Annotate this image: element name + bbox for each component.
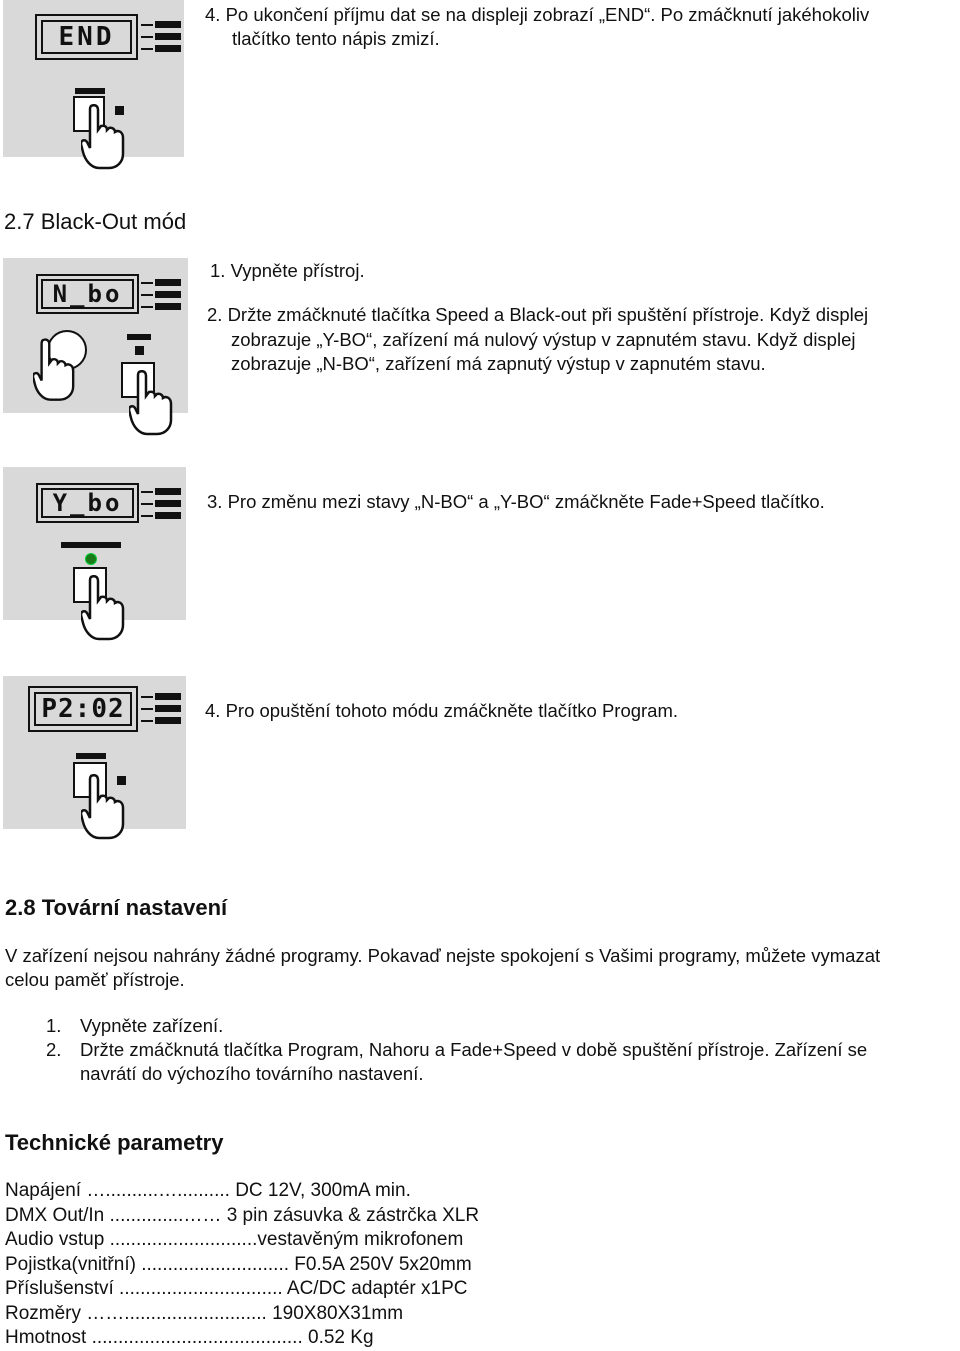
factory-para-line2: celou paměť přístroje. <box>5 969 185 990</box>
tech-spec-row-dmx: DMX Out/In ..............…… 3 pin zásuvka & zástrčka XLR <box>5 1204 480 1226</box>
factory-item1-number: 1. <box>46 1015 62 1036</box>
pressing-hand-icon <box>81 104 127 170</box>
pressing-hand-icon <box>81 575 127 641</box>
pressing-hand-icon <box>33 338 77 402</box>
pressing-hand-icon <box>81 774 127 840</box>
tech-spec-row-dimensions: Rozměry ……........................... 190X80X31mm <box>5 1302 404 1324</box>
indicator-labels <box>141 487 185 523</box>
factory-para-line1: V zařízení nejsou nahrány žádné programy. Pokavaď nejste spokojení s Vašimi programy, můžete vymazat <box>5 945 881 966</box>
tech-spec-row-audio: Audio vstup ............................vestavěným mikrofonem <box>5 1229 464 1250</box>
section-title-tech: Technické parametry <box>5 1130 224 1155</box>
factory-item1: Vypněte zařízení. <box>80 1015 224 1036</box>
fade-speed-label <box>61 542 121 548</box>
lcd-display: P2:02 <box>34 692 132 726</box>
indicator-labels <box>141 692 185 728</box>
program-label <box>76 753 106 759</box>
blackout-step2-line1: 2. Držte zmáčknuté tlačítka Speed a Black-out při spuštění přístroje. Když displej <box>207 304 869 325</box>
blackout-step2-line2: zobrazuje „Y-BO“, zařízení má nulový výstup v zapnutém stavu. Když displej <box>231 329 856 350</box>
pressing-hand-icon <box>129 370 175 436</box>
tech-spec-row-weight: Hmotnost ........................................ 0.52 Kg <box>5 1327 374 1348</box>
program-label <box>75 88 105 94</box>
indicator-labels <box>141 278 185 314</box>
section-title-blackout: 2.7 Black-Out mód <box>4 209 187 234</box>
tech-spec-row-fuse: Pojistka(vnitřní) ............................ F0.5A 250V 5x20mm <box>5 1253 472 1275</box>
tech-spec-row-power: Napájení …..........….......... DC 12V, 300mA min. <box>5 1180 411 1201</box>
lcd-display: Y_bo <box>41 488 134 518</box>
green-led <box>85 553 97 565</box>
blackout-step3: 3. Pro změnu mezi stavy „N-BO“ a „Y-BO“ zmáčkněte Fade+Speed tlačítko. <box>207 491 825 512</box>
factory-item2-line2: navrátí do výchozího továrního nastavení. <box>80 1063 424 1084</box>
blackout-step1: 1. Vypněte přístroj. <box>210 260 365 281</box>
figure-nbo-panel <box>3 258 188 413</box>
figure-end-panel <box>3 0 184 157</box>
blackout-label <box>127 334 151 340</box>
step-end-line2: tlačítko tento nápis zmizí. <box>232 28 440 49</box>
blackout-step2-line3: zobrazuje „N-BO“, zařízení má zapnutý výstup v zapnutém stavu. <box>231 353 766 374</box>
lcd-display: END <box>41 20 132 54</box>
lcd-display: N_bo <box>41 279 134 309</box>
tech-spec-list <box>5 1179 479 1351</box>
tech-spec-row-accessories: Příslušenství ............................... AC/DC adaptér x1PC <box>5 1278 468 1299</box>
step-end-line1: 4. Po ukončení příjmu dat se na displeji zobrazí „END“. Po zmáčknutí jakéhokoliv <box>205 4 870 25</box>
factory-item2-number: 2. <box>46 1039 62 1060</box>
factory-item2-line1: Držte zmáčknutá tlačítka Program, Nahoru a Fade+Speed v době spuštění přístroje. Zařízení se <box>80 1039 868 1060</box>
blackout-step4: 4. Pro opuštění tohoto módu zmáčkněte tlačítko Program. <box>205 700 679 721</box>
led-dot <box>135 346 144 355</box>
indicator-labels <box>141 20 185 56</box>
section-title-factory: 2.8 Tovární nastavení <box>5 895 228 920</box>
